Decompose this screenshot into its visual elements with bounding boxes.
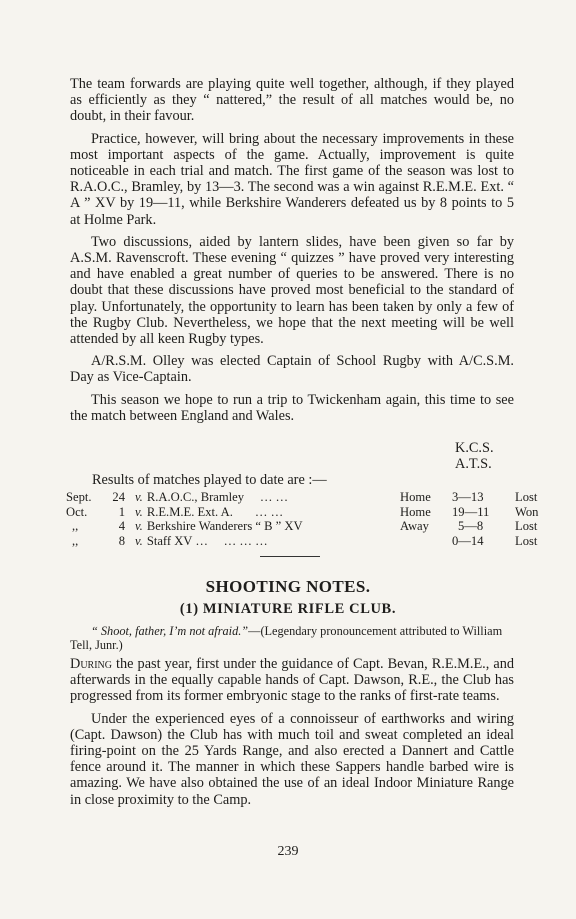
venue-cell: Home bbox=[400, 490, 431, 504]
month-cell: Sept. bbox=[66, 490, 92, 504]
leader-dots: … … bbox=[259, 490, 289, 504]
signature-initials: K.C.S. bbox=[455, 440, 494, 456]
leader-dots: … … bbox=[254, 504, 284, 519]
opponent-name: R.A.O.C., Bramley bbox=[146, 490, 245, 504]
result-cell: Lost bbox=[515, 519, 538, 533]
page-number: 239 bbox=[277, 844, 299, 859]
table-row bbox=[66, 519, 555, 534]
score-cell: 19—11 bbox=[452, 504, 490, 519]
leader-dots: … … … bbox=[223, 533, 268, 548]
versus-label: v. bbox=[135, 490, 143, 504]
paragraph: Practice, however, will bring about the necessary improvements in these most important aspects of the game. Actually, improvement is quite noticeable in each trial and match. The first game of the season was lost to R.A.O.C., Bramley, by 13—3. The second was a win against R.E.M.E. Ext. “ A ” XV by 19—11, while Berkshire Wanderers defeated us by 8 points to 5 at Holme Park. bbox=[70, 130, 514, 228]
paragraph: Under the experienced eyes of a connoisseur of earthworks and wiring (Capt. Dawson) the Club has with much toil and sweat completed an ideal firing-point on the 25 Yards Range, and also erected a Dannert and Cattle fence around it. The manner in which these Sappers handle barbed wire is amazing. We have also obtained the use of an ideal Indoor Miniature Range in close proximity to the Camp. bbox=[70, 710, 514, 808]
day-cell: 1 bbox=[118, 504, 125, 519]
versus-label: v. bbox=[135, 533, 143, 548]
table-row bbox=[66, 505, 555, 520]
opponent-name: Staff XV … bbox=[146, 533, 208, 548]
lead-word: During bbox=[70, 656, 112, 672]
results-heading: Results of matches played to date are :— bbox=[92, 472, 327, 488]
opponent-cell bbox=[135, 534, 400, 549]
opponent-cell bbox=[135, 505, 400, 520]
table-row bbox=[66, 534, 555, 549]
paragraph bbox=[70, 656, 514, 705]
day-cell: 8 bbox=[118, 533, 125, 548]
results-table bbox=[66, 490, 555, 548]
opponent-cell bbox=[135, 490, 400, 505]
month-cell: ,, bbox=[72, 533, 79, 548]
result-cell: Won bbox=[515, 504, 539, 519]
paragraph: The team forwards are playing quite well together, although, if they played as efficiently as they “ nattered,” the result of all matches would be, no doubt, in their favour. bbox=[70, 76, 514, 125]
month-cell: Oct. bbox=[66, 504, 88, 519]
opponent-name: R.E.M.E. Ext. A. bbox=[146, 504, 233, 519]
section-title: SHOOTING NOTES. bbox=[205, 577, 371, 596]
score-cell: 3—13 bbox=[452, 490, 484, 504]
table-row bbox=[66, 490, 555, 505]
paragraph: Two discussions, aided by lantern slides, have been given so far by A.S.M. Ravenscroft. These evening “ quizzes ” have proved very interesting and have enabled a great number of queries to be answered. There is no doubt that these discussions have proved most beneficial to the standard of play. Unfortunately, the opportunity to learn has been taken by only a few of the Rugby Club. Nevertheless, we hope that the next meeting will be well attended by all keen Rugby types. bbox=[70, 233, 514, 348]
shooting-notes bbox=[70, 656, 514, 814]
day-cell: 24 bbox=[112, 490, 125, 504]
versus-label: v. bbox=[135, 519, 143, 533]
result-cell: Lost bbox=[515, 490, 538, 504]
opponent-cell bbox=[135, 519, 400, 534]
epigraph-quote: “ Shoot, father, I’m not afraid.” bbox=[91, 624, 249, 638]
opponent-name: Berkshire Wanderers “ B ” XV bbox=[146, 519, 303, 533]
score-cell: 0—14 bbox=[452, 533, 484, 548]
venue-cell: Home bbox=[400, 504, 431, 519]
score-cell: 5—8 bbox=[458, 519, 484, 533]
rugby-notes bbox=[70, 76, 514, 430]
signature-initials: A.T.S. bbox=[455, 456, 492, 472]
paragraph-text: the past year, first under the guidance of Capt. Bevan, R.E.M.E., and afterwards in the equally capable hands of Capt. Dawson, R.E., the Club has progressed from its former embryonic stage to the ranks of first-rate teams. bbox=[70, 656, 514, 705]
venue-cell: Away bbox=[400, 519, 429, 533]
epigraph bbox=[70, 624, 514, 652]
versus-label: v. bbox=[135, 504, 143, 519]
result-cell: Lost bbox=[515, 533, 538, 548]
month-cell: ,, bbox=[72, 519, 79, 533]
paragraph: This season we hope to run a trip to Twickenham again, this time to see the match between England and Wales. bbox=[70, 391, 514, 424]
paragraph: A/R.S.M. Olley was elected Captain of School Rugby with A/C.S.M. Day as Vice-Captain. bbox=[70, 353, 514, 386]
section-subtitle: (1) MINIATURE RIFLE CLUB. bbox=[179, 601, 397, 617]
epigraph-attribution: —(Legendary pronouncement attributed to William Tell, Junr.) bbox=[70, 624, 503, 652]
venue-cell bbox=[400, 534, 452, 549]
section-divider bbox=[260, 556, 320, 557]
day-cell: 4 bbox=[118, 519, 125, 533]
